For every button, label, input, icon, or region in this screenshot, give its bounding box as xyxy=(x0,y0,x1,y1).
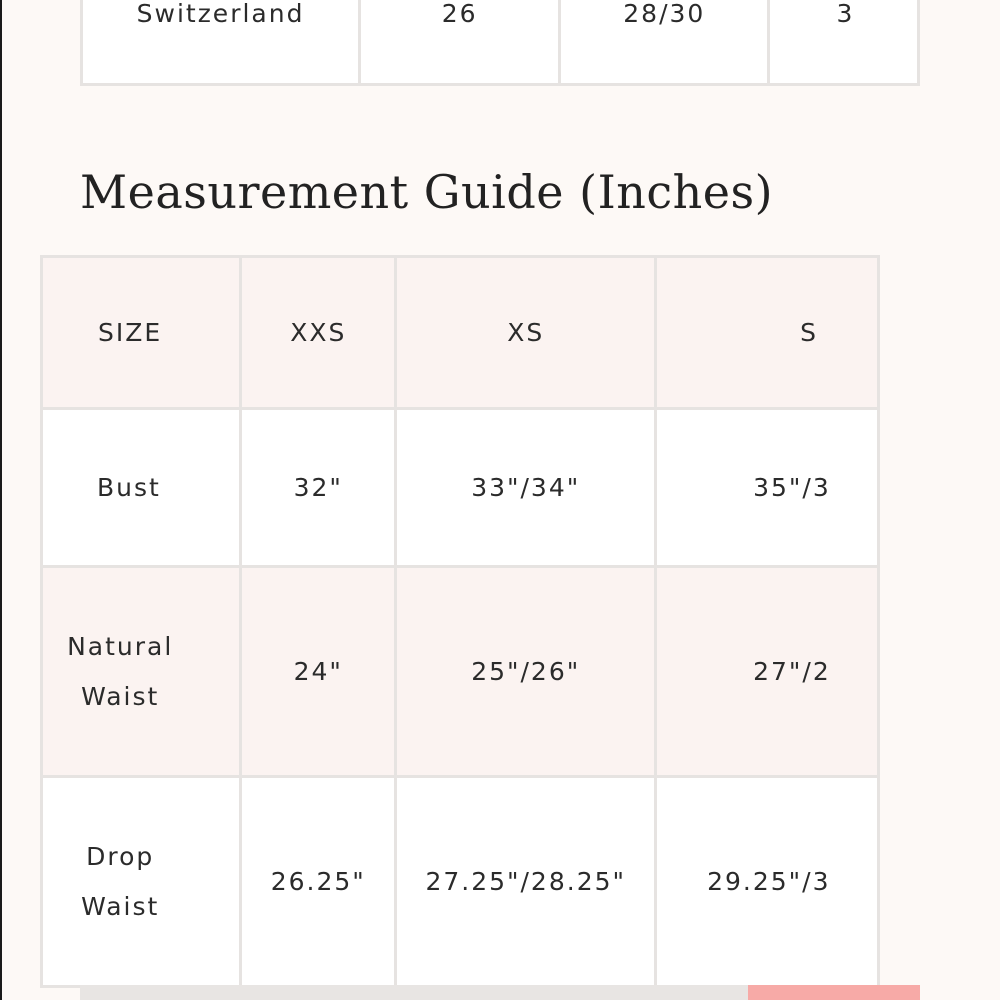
label-line: Natural xyxy=(67,631,174,661)
next-row-strip xyxy=(80,985,920,1000)
label-line: Drop xyxy=(86,841,155,871)
table-cell: 27"/2 xyxy=(656,567,879,777)
table-cell: 25"/26" xyxy=(396,567,656,777)
table-row xyxy=(42,567,879,777)
size-cell: 28/30 xyxy=(560,0,769,85)
table-header-row xyxy=(42,257,879,409)
window-edge xyxy=(0,0,2,1000)
column-header-size: SIZE xyxy=(42,257,241,409)
table-cell: 24" xyxy=(241,567,396,777)
table-cell: 26.25" xyxy=(241,777,396,987)
country-cell: Switzerland xyxy=(82,0,360,85)
section-title: Measurement Guide (Inches) xyxy=(80,165,774,219)
size-cell: 3 xyxy=(769,0,919,85)
highlight-cell xyxy=(748,985,920,1000)
column-header-s: S xyxy=(656,257,879,409)
size-cell: 26 xyxy=(360,0,560,85)
table-cell: 32" xyxy=(241,409,396,567)
table-row xyxy=(82,0,919,85)
column-header-xs: XS xyxy=(396,257,656,409)
row-label-drop-waist xyxy=(42,777,241,987)
row-label-natural-waist xyxy=(42,567,241,777)
table-cell: 35"/3 xyxy=(656,409,879,567)
table-cell: 33"/34" xyxy=(396,409,656,567)
table-row xyxy=(42,409,879,567)
size-conversion-table xyxy=(80,0,920,86)
column-header-xxs: XXS xyxy=(241,257,396,409)
table-cell: 29.25"/3 xyxy=(656,777,879,987)
label-line: Waist xyxy=(81,891,160,921)
table-cell: 27.25"/28.25" xyxy=(396,777,656,987)
size-chart-content xyxy=(67,0,920,1000)
table-row xyxy=(42,777,879,987)
measurement-guide-table xyxy=(40,255,880,988)
row-label-bust: Bust xyxy=(42,409,241,567)
label-line: Waist xyxy=(81,681,160,711)
